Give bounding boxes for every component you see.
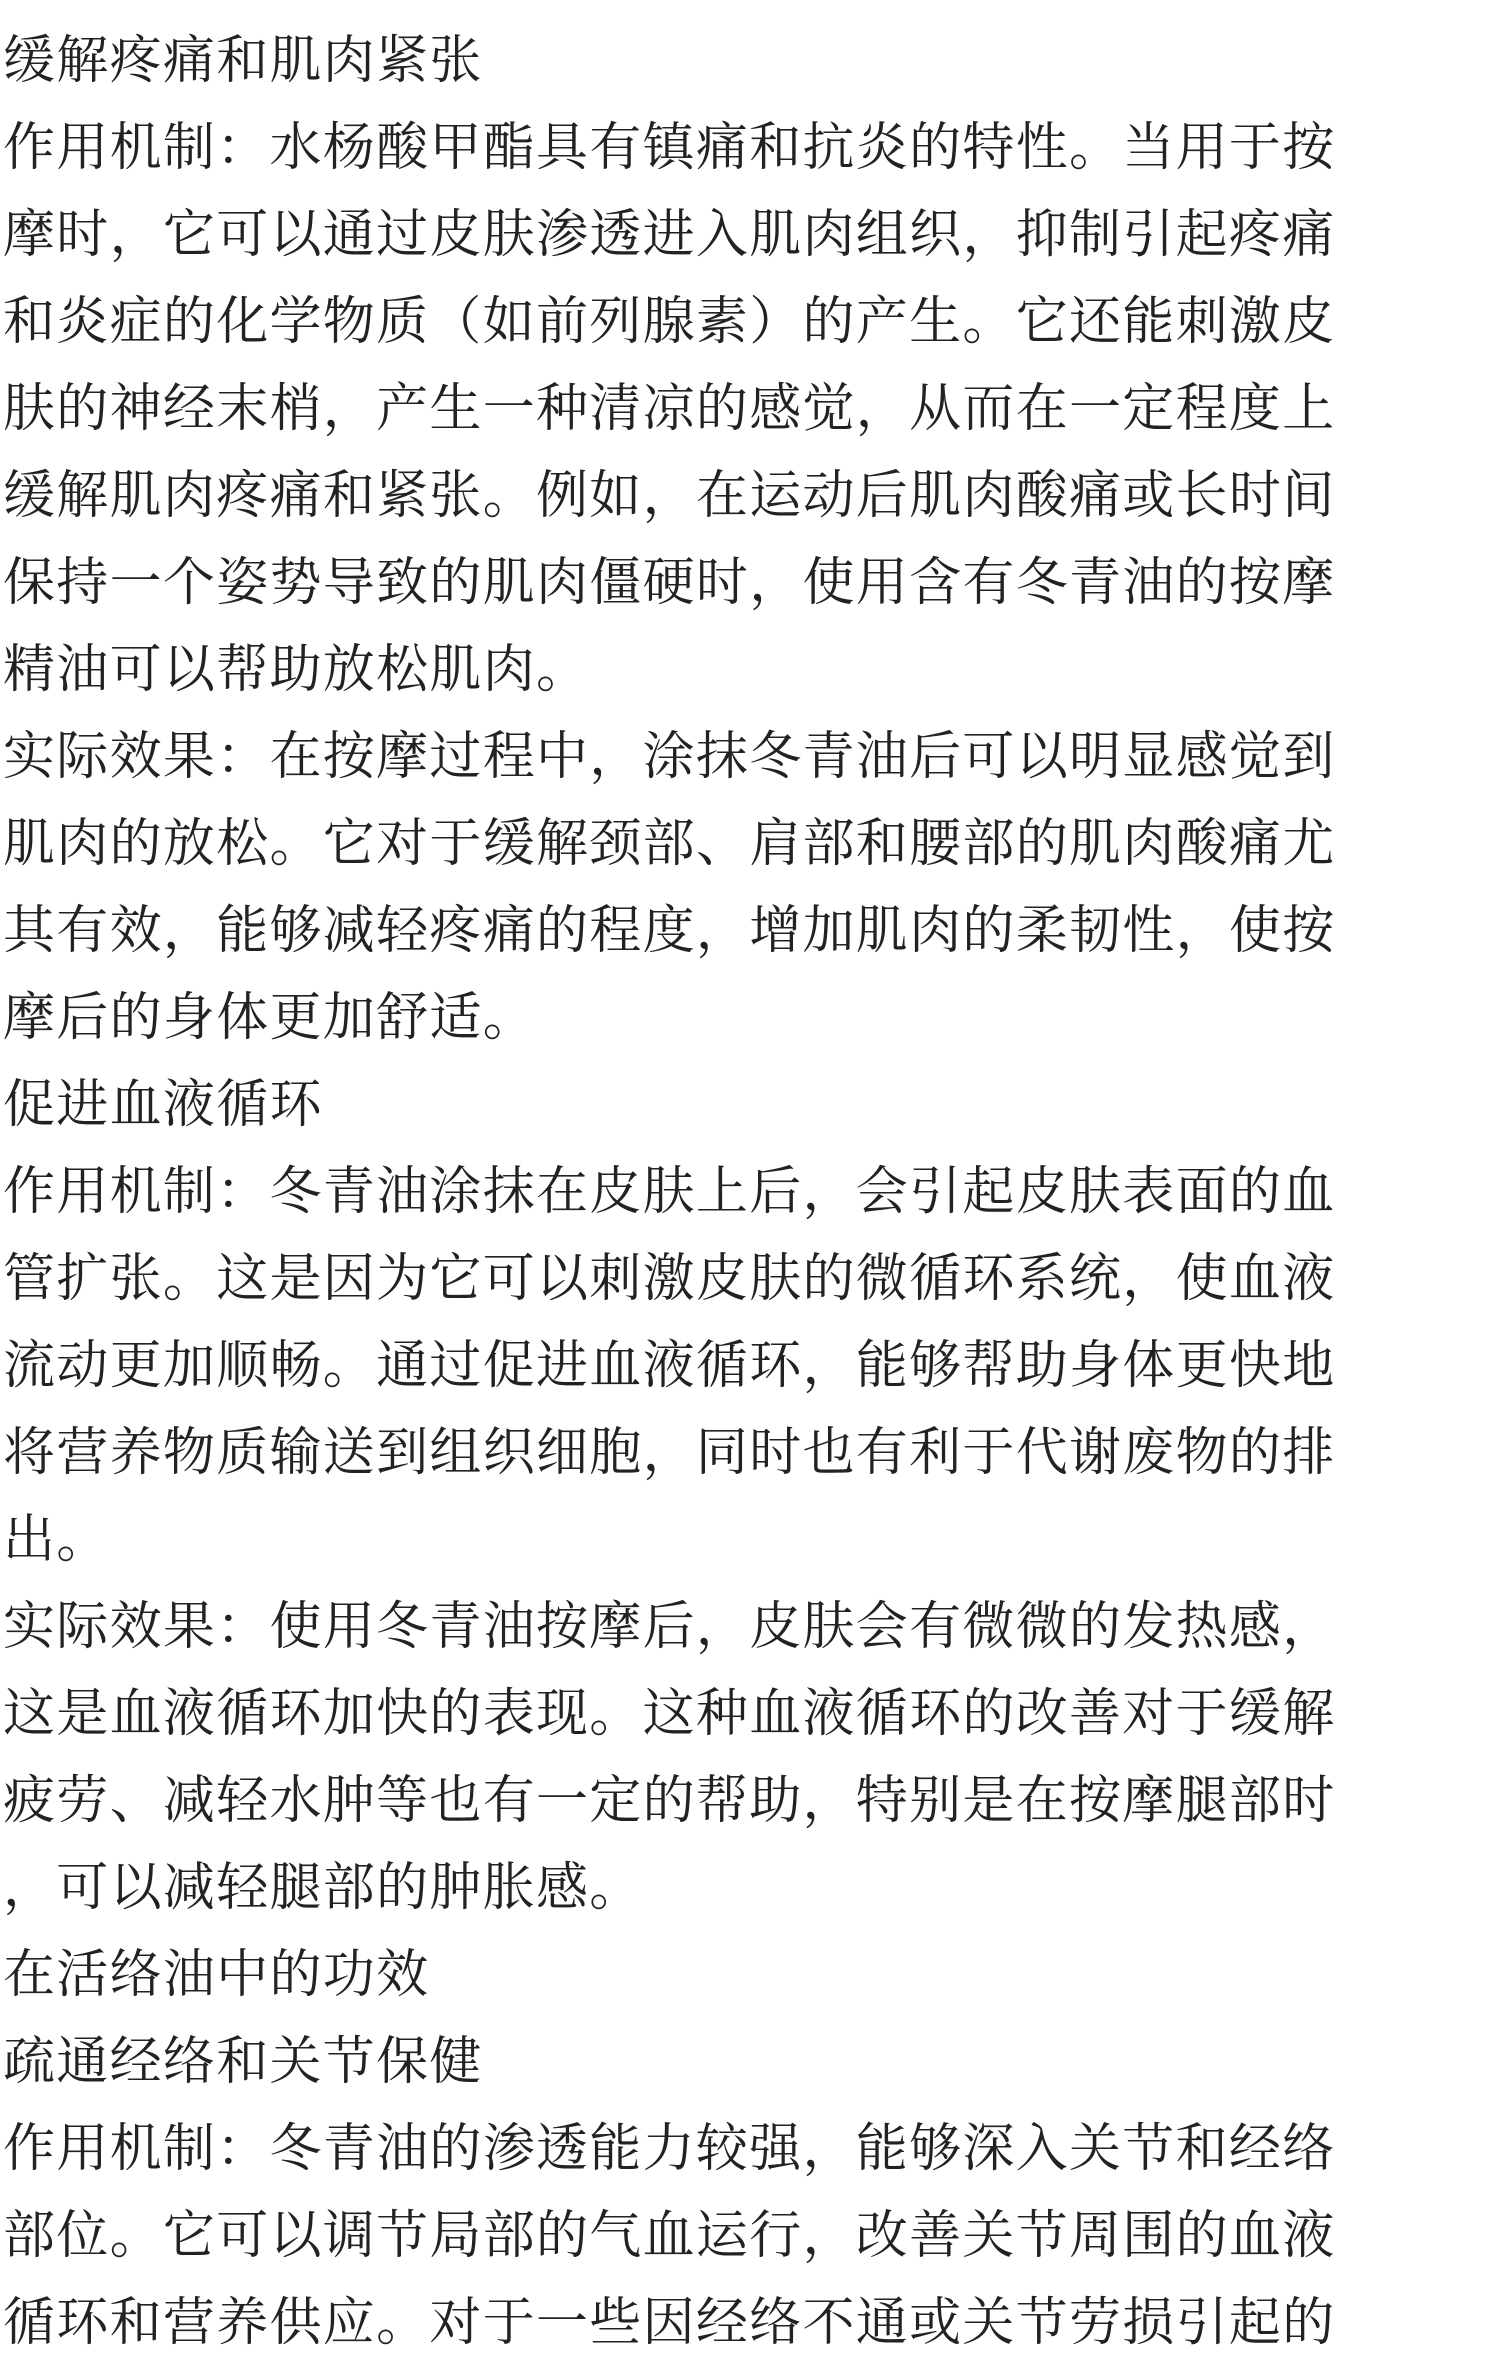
article-body (3, 18, 1453, 2367)
heading-meridians-joints: 疏通经络和关节保健 (3, 2032, 483, 2092)
text-line: 管扩张。这是因为它可以刺激皮肤的微循环系统，使血液 (3, 1249, 1336, 1309)
heading-liniment-effects: 在活络油中的功效 (3, 1945, 430, 2005)
text-line: 其有效，能够减轻疼痛的程度，增加肌肉的柔韧性，使按 (3, 901, 1336, 961)
text-line: 这是血液循环加快的表现。这种血液循环的改善对于缓解 (3, 1684, 1336, 1744)
text-line: 肤的神经末梢，产生一种清凉的感觉，从而在一定程度上 (3, 379, 1336, 439)
text-line: 精油可以帮助放松肌肉。 (3, 640, 590, 700)
text-line: 作用机制：冬青油涂抹在皮肤上后，会引起皮肤表面的血 (3, 1162, 1336, 1222)
text-line: 和炎症的化学物质（如前列腺素）的产生。它还能刺激皮 (3, 292, 1336, 352)
text-line: 出。 (3, 1510, 110, 1570)
text-line: 作用机制：冬青油的渗透能力较强，能够深入关节和经络 (3, 2119, 1336, 2179)
text-line: 缓解肌肉疼痛和紧张。例如，在运动后肌肉酸痛或长时间 (3, 466, 1336, 526)
text-line: 肌肉的放松。它对于缓解颈部、肩部和腰部的肌肉酸痛尤 (3, 814, 1336, 874)
text-line: ，可以减轻腿部的肿胀感。 (3, 1858, 643, 1918)
heading-blood-circulation: 促进血液循环 (3, 1075, 323, 1135)
text-line: 流动更加顺畅。通过促进血液循环，能够帮助身体更快地 (3, 1336, 1336, 1396)
text-line: 疲劳、减轻水肿等也有一定的帮助，特别是在按摩腿部时 (3, 1771, 1336, 1831)
text-line: 部位。它可以调节局部的气血运行，改善关节周围的血液 (3, 2206, 1336, 2266)
text-line: 摩时，它可以通过皮肤渗透进入肌肉组织，抑制引起疼痛 (3, 205, 1336, 265)
heading-pain-relief: 缓解疼痛和肌肉紧张 (3, 31, 483, 91)
text-line: 将营养物质输送到组织细胞，同时也有利于代谢废物的排 (3, 1423, 1336, 1483)
text-line: 作用机制：水杨酸甲酯具有镇痛和抗炎的特性。当用于按 (3, 118, 1336, 178)
text-line: 实际效果：使用冬青油按摩后，皮肤会有微微的发热感， (3, 1597, 1336, 1657)
text-line: 摩后的身体更加舒适。 (3, 988, 537, 1048)
text-line: 保持一个姿势导致的肌肉僵硬时，使用含有冬青油的按摩 (3, 553, 1336, 613)
text-line: 实际效果：在按摩过程中，涂抹冬青油后可以明显感觉到 (3, 727, 1336, 787)
text-line: 循环和营养供应。对于一些因经络不通或关节劳损引起的 (3, 2293, 1336, 2353)
